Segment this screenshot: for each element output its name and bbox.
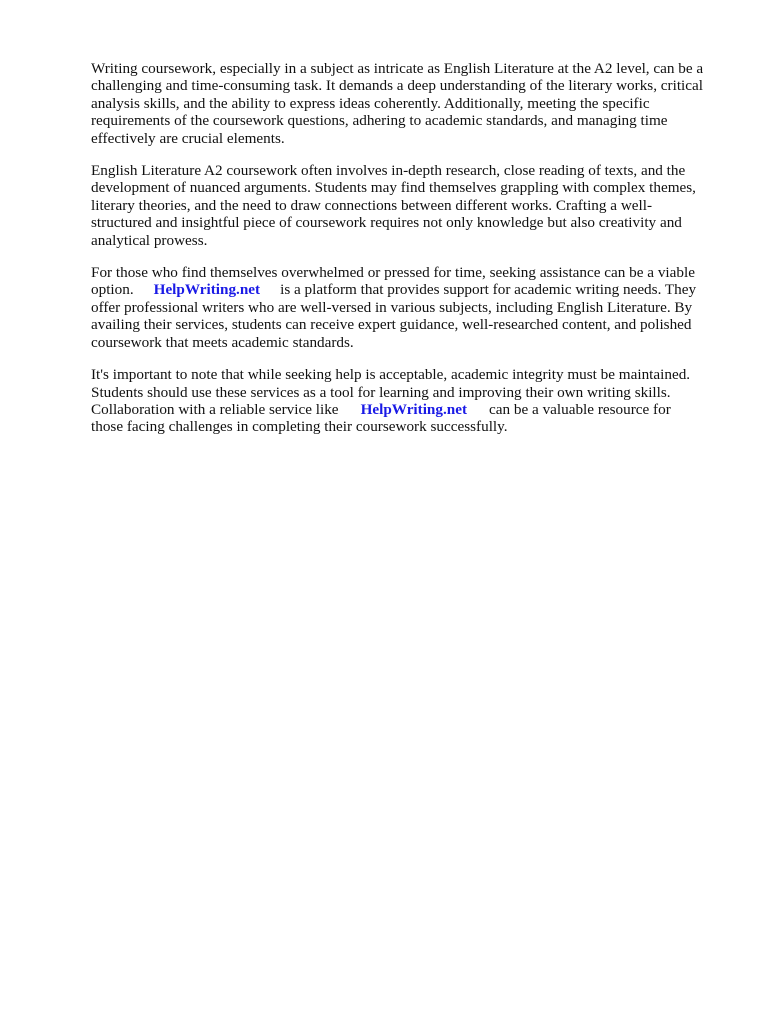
- text-line: effectively are crucial elements.: [91, 129, 285, 147]
- text-line: those facing challenges in completing their coursework successfully.: [91, 418, 508, 436]
- text-line: analytical prowess.: [91, 231, 208, 249]
- text-line: challenging and time-consuming task. It demands a deep understanding of the literary works, critical: [91, 77, 703, 95]
- helpwriting-link[interactable]: HelpWriting.net: [360, 400, 468, 418]
- text-line: Writing coursework, especially in a subject as intricate as English Literature at the A2 level, can be a: [91, 60, 704, 77]
- text-line: literary theories, and the need to draw connections between different works. Crafting a well-: [91, 196, 653, 214]
- text-segment: Collaboration with a reliable service like: [91, 400, 339, 418]
- text-line: analysis skills, and the ability to express ideas coherently. Additionally, meeting the specific: [91, 94, 650, 112]
- text-line: availing their services, students can receive expert guidance, well-researched content, and polished: [91, 316, 692, 334]
- text-line: requirements of the coursework questions, adhering to academic standards, and managing time: [91, 112, 668, 130]
- text-line: structured and insightful piece of coursework requires not only knowledge but also creativity and: [91, 214, 682, 232]
- paragraph-assistance: [91, 264, 721, 351]
- text-line-with-link: [91, 401, 721, 418]
- paragraph-challenges: [91, 162, 721, 249]
- text-segment: option.: [91, 281, 134, 299]
- text-line: coursework that meets academic standards.: [91, 333, 354, 351]
- text-line: offer professional writers who are well-versed in various subjects, including English Literature. By: [91, 298, 693, 316]
- text-line: development of nuanced arguments. Students may find themselves grappling with complex themes,: [91, 179, 696, 197]
- text-line: English Literature A2 coursework often involves in-depth research, close reading of texts, and the: [91, 162, 686, 180]
- text-line: Students should use these services as a tool for learning and improving their own writing skills.: [91, 383, 671, 401]
- text-segment: is a platform that provides support for academic writing needs. They: [280, 281, 697, 299]
- helpwriting-link[interactable]: HelpWriting.net: [153, 281, 261, 299]
- paragraph-integrity: [91, 366, 721, 436]
- text-segment: can be a valuable resource for: [489, 400, 671, 418]
- text-line: For those who find themselves overwhelmed or pressed for time, seeking assistance can be a viable: [91, 264, 695, 282]
- text-line: It's important to note that while seeking help is acceptable, academic integrity must be maintained.: [91, 366, 691, 384]
- text-line-with-link: [91, 281, 721, 298]
- paragraph-intro: [91, 60, 721, 147]
- document-body: [91, 60, 721, 451]
